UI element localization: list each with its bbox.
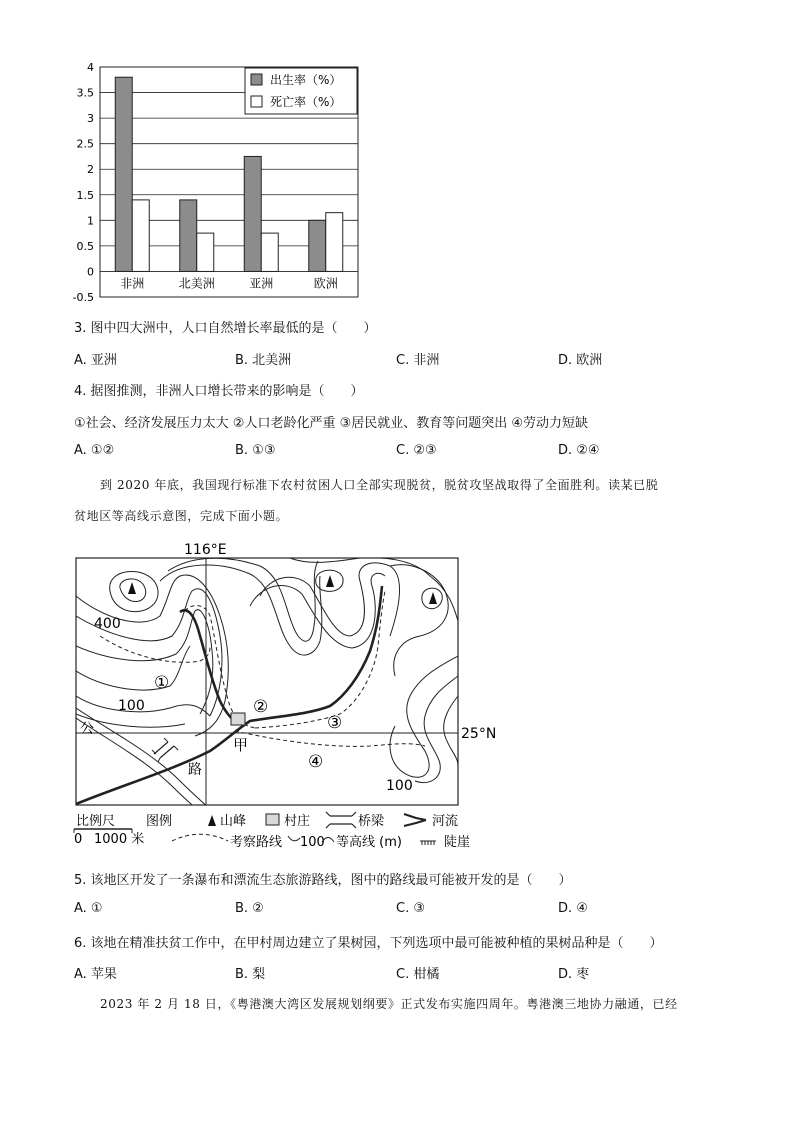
peak-symbol-1: [128, 582, 136, 594]
q6-option-b[interactable]: B. 梨: [235, 967, 266, 982]
q6-stem: 6. 该地在精准扶贫工作中，在甲村周边建立了果树园，下列选项中最可能被种植的果树品种是（ ）: [74, 936, 663, 951]
chart-category-label: 非洲: [120, 276, 145, 291]
contour-line-g: [168, 558, 318, 641]
village-symbol: [231, 713, 245, 725]
legend-bridge-icon: [326, 812, 356, 828]
legend-cliff-label: 陡崖: [444, 835, 471, 850]
q5-option-b[interactable]: B. ②: [235, 901, 264, 916]
chart-category-label: 亚洲: [249, 276, 274, 291]
legend-contour-sample: 100: [300, 835, 325, 850]
passage1-line1: 到 2020 年底，我国现行标准下农村贫困人口全部实现脱贫，脱贫攻坚战取得了全面胜利。读某已脱: [100, 478, 659, 492]
passage1-line2: 贫地区等高线示意图，完成下面小题。: [74, 509, 289, 523]
route-label-1: ①: [154, 673, 170, 693]
contour-line-n: [444, 696, 458, 766]
chart-y-tick-label: 3.5: [76, 86, 94, 100]
q4-statements: ①社会、经济发展压力太大 ②人口老龄化严重 ③居民就业、教育等问题突出 ④劳动力短缺: [74, 416, 589, 431]
chart-y-tick-label: 1: [87, 214, 94, 228]
chart-bar-birth-2: [244, 156, 261, 271]
chart-category-labels: [120, 275, 338, 290]
q5-option-c[interactable]: C. ③: [396, 901, 425, 916]
chart-y-tick-label: 4: [87, 61, 94, 74]
legend-title: 图例: [146, 814, 173, 829]
chart-y-tick-label: 3: [87, 112, 94, 126]
legend-village-icon: [266, 814, 279, 825]
chart-y-tick-label: -0.5: [72, 291, 94, 304]
q4-option-c[interactable]: C. ②③: [396, 443, 437, 458]
chart-bar-birth-0: [115, 77, 132, 271]
peak-symbol-2: [326, 575, 334, 587]
q3-option-d[interactable]: D. 欧洲: [558, 353, 603, 368]
map-frame: [76, 558, 458, 805]
q5-option-a[interactable]: A. ①: [74, 901, 103, 916]
q6-option-c[interactable]: C. 柑橘: [396, 967, 440, 982]
contour-label-400: 400: [94, 616, 121, 632]
longitude-label: 116°E: [184, 542, 227, 558]
chart-y-tick-label: 0.5: [76, 239, 94, 253]
route-label-4: ④: [308, 752, 324, 772]
chart-bar-birth-3: [309, 220, 326, 271]
contour-line-m: [415, 676, 458, 782]
legend-cliff-icon: [420, 841, 436, 845]
q4-option-a[interactable]: A. ①②: [74, 443, 115, 458]
legend-label-death: 死亡率（%）: [270, 95, 342, 109]
q6-option-d[interactable]: D. 枣: [558, 967, 590, 982]
chart-legend: [245, 68, 357, 114]
legend-route-icon: [172, 834, 228, 841]
contour-line-l: [390, 656, 458, 777]
q3-stem: 3. 图中四大洲中，人口自然增长率最低的是（ ）: [74, 321, 377, 336]
village-label: 甲: [233, 736, 249, 754]
legend-label-birth: 出生率（%）: [270, 73, 342, 87]
chart-y-tick-label: 0: [87, 265, 94, 279]
contour-label-100-right: 100: [386, 778, 413, 794]
chart-y-tick-label: 2.5: [76, 137, 94, 151]
q5-stem: 5. 该地区开发了一条瀑布和漂流生态旅游路线，图中的路线最可能被开发的是（ ）: [74, 873, 572, 888]
legend-scale-zero: 0: [74, 832, 83, 847]
passage2-line1: 2023 年 2 月 18 日，《粤港澳大湾区发展规划纲要》正式发布实施四周年。粤港澳三地协力融通，已经: [100, 997, 678, 1011]
contour-map: [60, 536, 520, 856]
road-label-1: 公: [80, 721, 94, 737]
chart-bar-death-2: [261, 233, 278, 271]
q3-option-c[interactable]: C. 非洲: [396, 353, 440, 368]
legend-scale-title: 比例尺: [76, 814, 116, 829]
legend-peak-icon: [208, 815, 216, 826]
peak-symbol-3: [429, 592, 437, 604]
river-tributary: [180, 610, 238, 724]
birth-death-rate-chart: [60, 55, 380, 310]
legend-peak-label: 山峰: [220, 814, 247, 829]
legend-contour-icon-left: [288, 836, 300, 841]
chart-y-tick-label: 1.5: [76, 188, 94, 202]
chart-bar-death-1: [197, 233, 214, 271]
legend-swatch-birth: [251, 74, 262, 85]
q6-option-a[interactable]: A. 苹果: [74, 967, 117, 982]
chart-category-label: 北美洲: [178, 276, 215, 291]
legend-bridge-label: 桥梁: [358, 814, 385, 829]
q3-option-b[interactable]: B. 北美洲: [235, 353, 292, 368]
legend-route-label: 考察路线: [230, 835, 283, 850]
route-label-2: ②: [253, 697, 269, 717]
chart-category-label: 欧洲: [313, 276, 338, 291]
chart-bar-death-3: [326, 213, 343, 272]
q4-option-b[interactable]: B. ①③: [235, 443, 276, 458]
q4-stem: 4. 据图推测，非洲人口增长带来的影响是（ ）: [74, 384, 364, 399]
chart-y-tick-label: 2: [87, 163, 94, 177]
route-label-3: ③: [327, 713, 343, 733]
legend-river-icon: [404, 814, 426, 826]
legend-village-label: 村庄: [284, 814, 311, 829]
q4-option-d[interactable]: D. ②④: [558, 443, 600, 458]
peak-symbols: [128, 575, 437, 604]
chart-bar-birth-1: [180, 200, 197, 272]
legend-swatch-death: [251, 96, 262, 107]
contour-line-h: [260, 563, 399, 636]
q5-option-d[interactable]: D. ④: [558, 901, 588, 916]
highway-line-2: [76, 718, 202, 814]
q3-option-a[interactable]: A. 亚洲: [74, 353, 117, 368]
legend-contour-label: 等高线 (m): [336, 835, 402, 850]
contour-label-100-left: 100: [118, 698, 145, 714]
bridge-symbol: [152, 738, 178, 762]
map-legend: [74, 812, 470, 850]
chart-bar-death-0: [132, 200, 149, 272]
latitude-label: 25°N: [461, 726, 497, 742]
legend-river-label: 河流: [432, 814, 459, 829]
chart-y-tick-labels: [73, 61, 94, 304]
road-label-2: 路: [188, 762, 202, 778]
legend-scale-value: 1000 米: [94, 832, 145, 847]
river: [76, 586, 382, 804]
